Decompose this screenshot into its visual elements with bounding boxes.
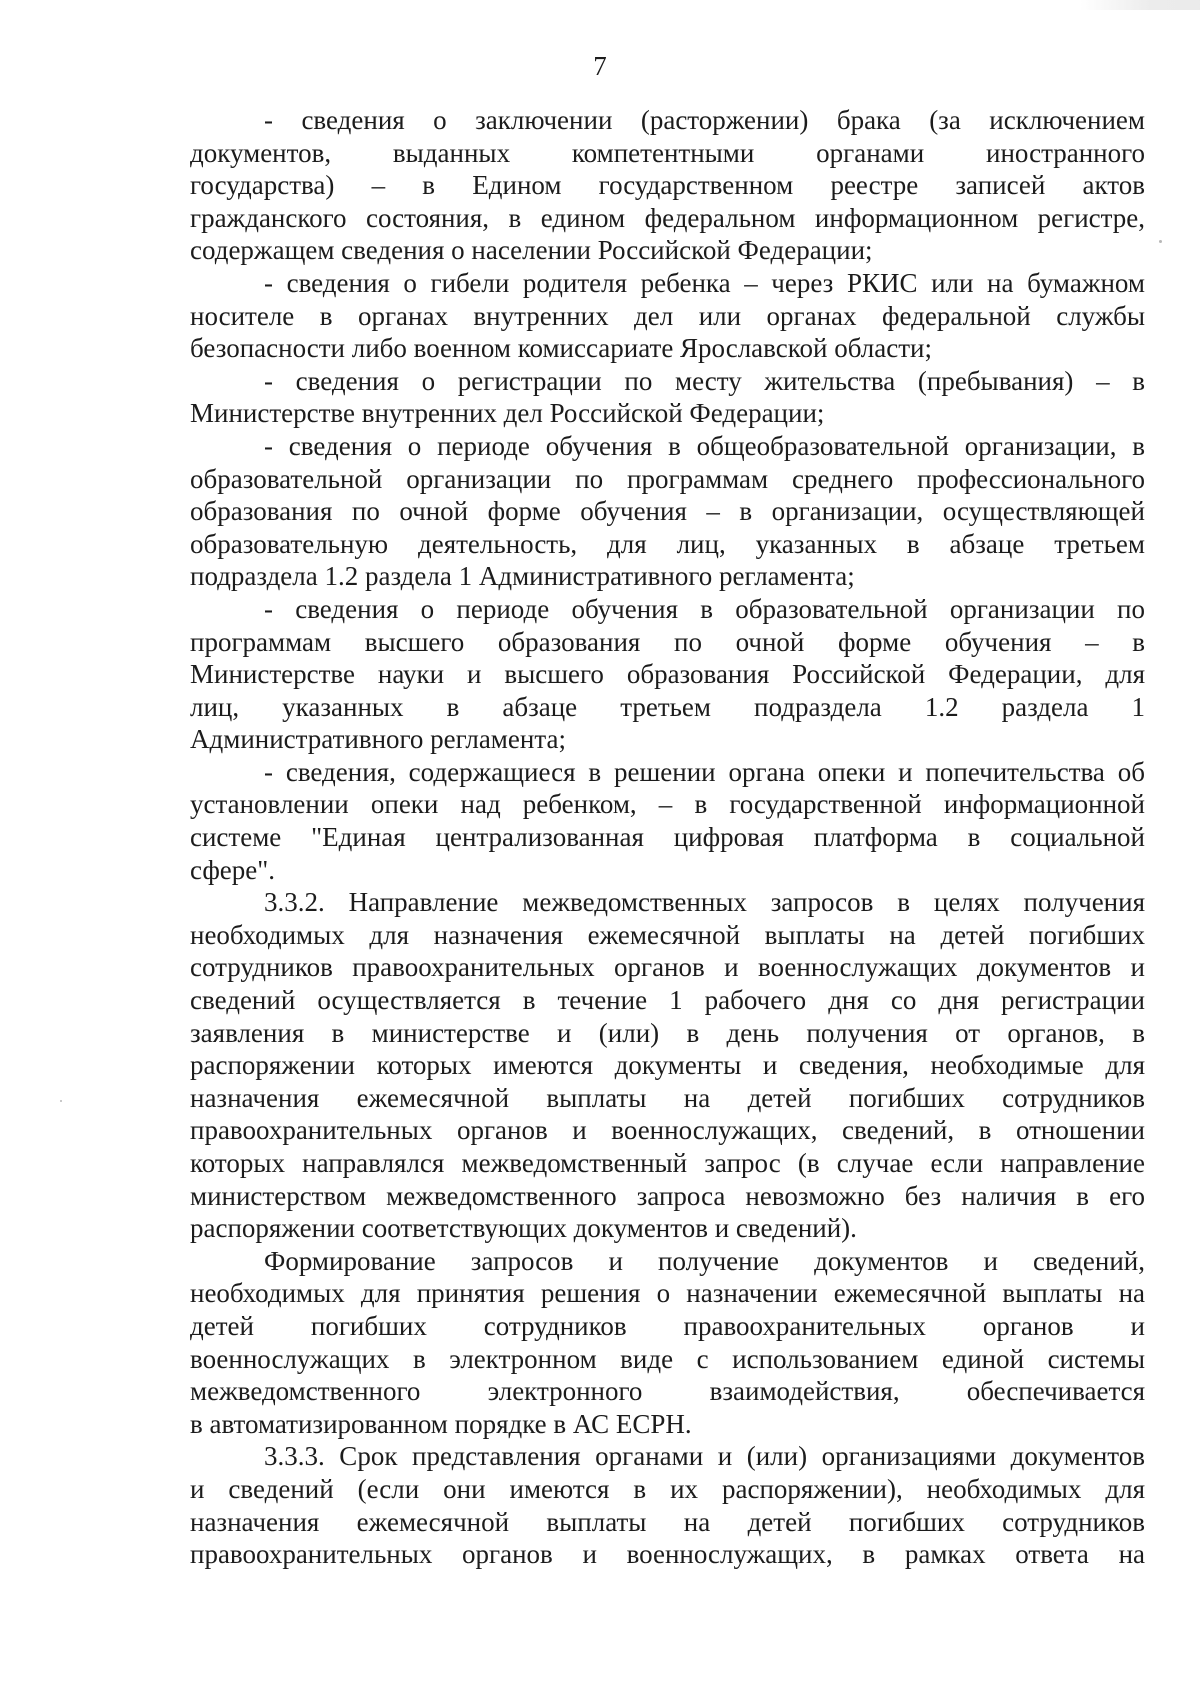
text-line: - сведения о заключении (расторжении) брака (за исключением — [264, 105, 1145, 135]
text-line: Административного регламента; — [190, 724, 566, 755]
text-line: Министерстве внутренних дел Российской Федерации; — [190, 398, 825, 429]
scan-artifact — [1080, 0, 1200, 10]
text-line: назначения ежемесячной выплаты на детей погибших сотрудников — [190, 1506, 1145, 1537]
text-line: системе "Единая централизованная цифровая платформа в социальной — [190, 822, 1145, 853]
text-line: - сведения о периоде обучения в образовательной организации по — [264, 593, 1145, 624]
text-line: сотрудников правоохранительных органов и военнослужащих документов и — [190, 952, 1145, 983]
text-line: носителе в органах внутренних дел или органах федеральной службы — [190, 300, 1145, 331]
text-line: министерством межведомственного запроса невозможно без наличия в его — [190, 1180, 1145, 1211]
text-line: гражданского состояния, в едином федеральном информационном регистре, — [190, 202, 1145, 233]
text-line: сфере". — [190, 854, 276, 885]
text-line: военнослужащих в электронном виде с использованием единой системы — [190, 1343, 1145, 1374]
text-line: 3.3.3. Срок представления органами и (или) организациями документов — [264, 1441, 1145, 1472]
text-line: подраздела 1.2 раздела 1 Административного регламента; — [190, 561, 855, 592]
text-line: документов, выданных компетентными органами иностранного — [190, 137, 1145, 168]
text-line: государства) – в Едином государственном реестре записей актов — [190, 170, 1145, 201]
text-line: правоохранительных органов и военнослужащих, в рамках ответа на — [190, 1539, 1145, 1570]
text-line: необходимых для принятия решения о назначении ежемесячной выплаты на — [190, 1278, 1145, 1309]
text-line: установлении опеки над ребенком, – в государственной информационной — [190, 789, 1145, 820]
text-line: которых направлялся межведомственный запрос (в случае если направление — [190, 1148, 1145, 1178]
text-line: необходимых для назначения ежемесячной выплаты на детей погибших — [190, 919, 1145, 950]
text-line: распоряжении соответствующих документов и сведений). — [190, 1213, 857, 1244]
text-line: безопасности либо военном комиссариате Ярославской области; — [190, 333, 932, 364]
text-line: лиц, указанных в абзаце третьем подраздела 1.2 раздела 1 — [190, 691, 1145, 722]
text-line: в автоматизированном порядке в АС ЕСРН. — [190, 1408, 692, 1439]
document-body — [190, 104, 1145, 1571]
page-number: 7 — [593, 51, 607, 81]
scan-speck — [60, 1100, 62, 1102]
scan-speck — [1159, 240, 1162, 243]
text-line: назначения ежемесячной выплаты на детей погибших сотрудников — [190, 1082, 1145, 1113]
text-line: программам высшего образования по очной форме обучения – в — [190, 626, 1145, 657]
text-line: образовательную деятельность, для лиц, указанных в абзаце третьем — [190, 528, 1145, 559]
text-line: детей погибших сотрудников правоохранительных органов и — [190, 1310, 1145, 1341]
text-line: и сведений (если они имеются в их распоряжении), необходимых для — [190, 1473, 1145, 1504]
text-line: - сведения о регистрации по месту жительства (пребывания) – в — [264, 365, 1145, 396]
text-line: 3.3.2. Направление межведомственных запросов в целях получения — [264, 887, 1145, 918]
text-line: правоохранительных органов и военнослужащих, сведений, в отношении — [190, 1115, 1145, 1146]
text-line: - сведения, содержащиеся в решении органа опеки и попечительства об — [264, 756, 1145, 787]
text-line: - сведения о гибели родителя ребенка – через РКИС или на бумажном — [264, 267, 1145, 298]
text-line: сведений осуществляется в течение 1 рабочего дня со дня регистрации — [190, 985, 1145, 1016]
text-line: межведомственного электронного взаимодействия, обеспечивается — [190, 1376, 1145, 1407]
text-line: распоряжении которых имеются документы и сведения, необходимые для — [190, 1050, 1145, 1081]
text-line: образовательной организации по программам среднего профессионального — [190, 463, 1145, 494]
text-line: - сведения о периоде обучения в общеобразовательной организации, в — [264, 430, 1145, 461]
text-line: образования по очной форме обучения – в организации, осуществляющей — [190, 496, 1145, 527]
text-line: заявления в министерстве и (или) в день получения от органов, в — [190, 1017, 1145, 1048]
text-line: Министерстве науки и высшего образования Российской Федерации, для — [190, 659, 1145, 690]
text-line: Формирование запросов и получение документов и сведений, — [264, 1245, 1145, 1276]
text-line: содержащем сведения о населении Российской Федерации; — [190, 235, 873, 266]
